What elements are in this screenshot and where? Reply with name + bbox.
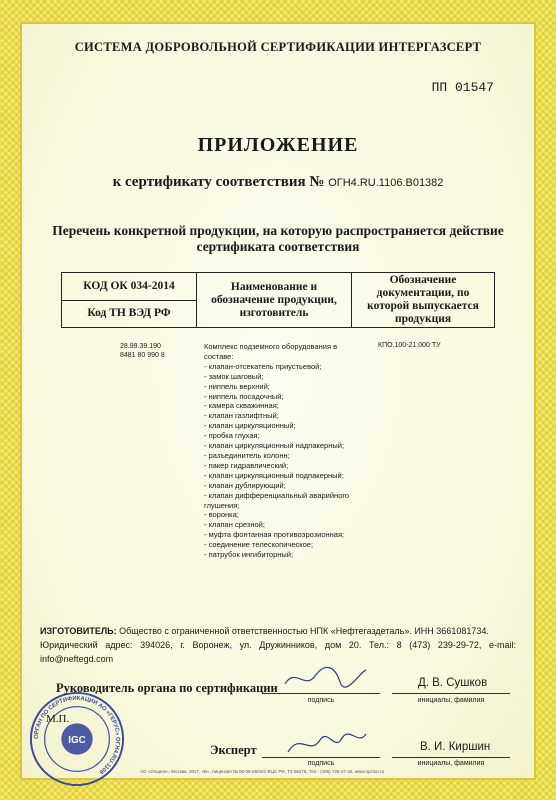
certificate-code: ОГН4.RU.1106.В01382 xyxy=(328,177,444,189)
manufacturer-text: Общество с ограниченной ответственностью НПК «Нефтегаздеталь». ИНН 3661081734. xyxy=(119,626,489,636)
head-name-line xyxy=(392,693,510,694)
col-tnved-header: Код ТН ВЭД РФ xyxy=(62,300,197,328)
product-item: - камера скважинная; xyxy=(204,401,279,411)
subtitle xyxy=(0,174,556,191)
document-reference: КПО.100-21.000 ТУ xyxy=(378,342,441,349)
product-item: - клапан газлифтный; xyxy=(204,411,279,421)
head-signature xyxy=(280,662,370,692)
stamp-place-label: М.П. xyxy=(46,713,70,725)
product-item: - соединение телескопическое; xyxy=(204,540,314,550)
product-item: - замок шаговый; xyxy=(204,371,264,381)
certification-seal xyxy=(28,690,126,788)
head-signature-line xyxy=(262,693,380,694)
manufacturer-label: ИЗГОТОВИТЕЛЬ: xyxy=(40,626,117,636)
product-item: - клапан дублирующий; xyxy=(204,480,286,490)
product-item: - клапан дифференциальный аварийного глушения; xyxy=(204,490,352,510)
subtitle-prefix: к сертификату соответствия № xyxy=(112,174,325,190)
head-name: Д. В. Сушков xyxy=(418,677,488,689)
expert-signature-line xyxy=(262,757,380,758)
product-item: - клапан циркуляционный подпакерный; xyxy=(204,470,344,480)
col-okpd-header: КОД ОК 034-2014 xyxy=(62,273,197,301)
product-item: - клапан циркуляционный; xyxy=(204,421,296,431)
expert-name-caption: инициалы, фамилия xyxy=(417,760,485,767)
expert-signature xyxy=(280,722,370,758)
product-item: - клапан циркуляционный надпакерный; xyxy=(204,441,345,451)
seal-center-text: IGC xyxy=(68,734,86,746)
product-item: - муфта фонтанная противоэрозионная; xyxy=(204,530,345,540)
product-item: - разъединитель колонн; xyxy=(204,450,290,460)
expert-name: В. И. Киршин xyxy=(420,741,491,753)
product-codes xyxy=(120,342,165,360)
list-title: Перечень конкретной продукции, на которую распространяется действие сертификата соответствия xyxy=(52,223,504,254)
product-item: - пробка глухая; xyxy=(204,431,260,441)
head-label: Руководитель органа по сертификации xyxy=(56,681,278,695)
col-name-header: Наименование и обозначение продукции, изготовитель xyxy=(197,273,352,328)
page-title: ПРИЛОЖЕНИЕ xyxy=(197,134,359,156)
product-item: - воронка; xyxy=(204,510,239,520)
system-header: СИСТЕМА ДОБРОВОЛЬНОЙ СЕРТИФИКАЦИИ ИНТЕРГАЗСЕРТ xyxy=(74,40,482,54)
product-item: Комплекс подземного оборудования в составе: xyxy=(204,342,340,361)
certificate-number: ПП 01547 xyxy=(431,80,494,95)
expert-signature-caption: подпись xyxy=(307,760,335,767)
head-signature-caption: подпись xyxy=(307,697,335,704)
product-item: - клапан-отсекатель приустьевой; xyxy=(204,361,322,371)
expert-label: Эксперт xyxy=(210,743,257,757)
col-doc-header: Обозначение документации, по которой выпускается продукция xyxy=(352,273,495,328)
product-list xyxy=(204,342,364,560)
seal-ring-text: ОРГАН ПО СЕРТИФИКАЦИИ АО «ГЕРУС» ОГН4.RU.1106 xyxy=(33,695,121,775)
address-text: Юридический адрес: 394026, г. Воронеж, ул. Дружинников, дом 20. Тел.: 8 (473) 239-29-72, e-mail: info@neftegd.com xyxy=(40,640,516,664)
expert-name-line xyxy=(392,757,510,758)
header-table xyxy=(61,272,495,328)
product-item: - ниппель верхний; xyxy=(204,381,270,391)
tnved-code: 8481 80 990 8 xyxy=(120,352,165,359)
product-item: - патрубок ингибиторный; xyxy=(204,550,294,560)
product-item: - пакер гидравлический; xyxy=(204,460,289,470)
product-item: - ниппель посадочный; xyxy=(204,391,284,401)
product-item: - клапан срезной; xyxy=(204,520,265,530)
head-name-caption: инициалы, фамилия xyxy=(417,697,485,704)
manufacturer-block xyxy=(40,624,516,666)
okpd-code: 28.99.39.190 xyxy=(120,343,161,350)
printer-footer: АО «Опцион», Москва, 2017, «В», лицензия № 05-05-09/003 ФЦС РФ, ТЗ 06278, Тел.: (495) 726-47-42, www.opcion.ru xyxy=(140,769,385,774)
